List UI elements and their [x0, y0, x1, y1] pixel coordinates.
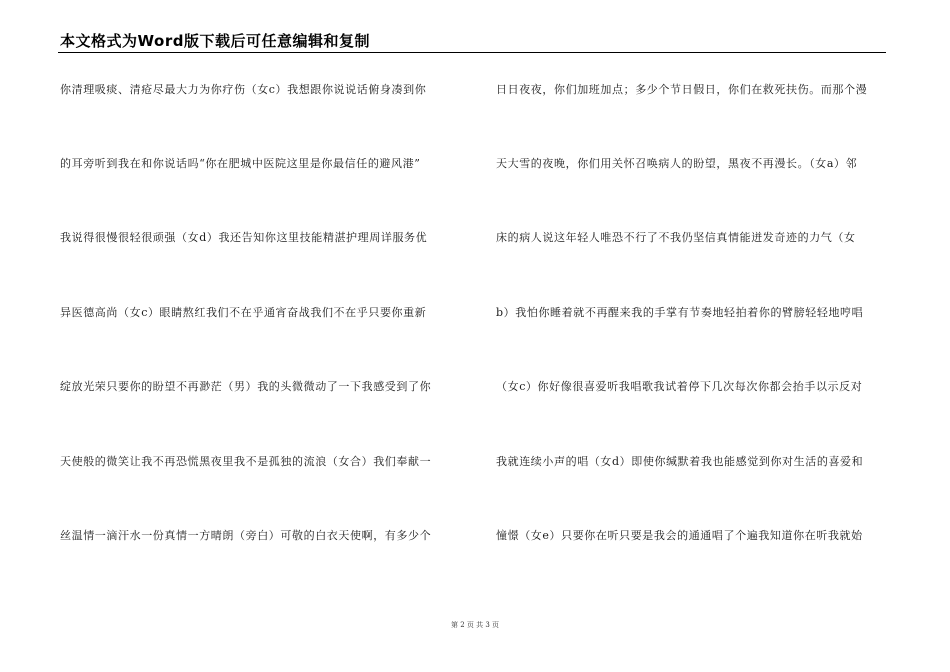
- text-line: 的耳旁听到我在和你说话吗“你在肥城中医院这里是你最信任的避风港”: [60, 157, 421, 170]
- text-line: 憧憬（女e）只要你在听只要是我会的通通唱了个遍我知道你在听我就始: [496, 529, 863, 542]
- text-line: 天使般的微笑让我不再恐慌黑夜里我不是孤独的流浪（女合）我们奉献一: [60, 455, 432, 468]
- text-line: 日日夜夜，你们加班加点；多少个节日假日，你们在救死扶伤。而那个漫: [496, 83, 868, 96]
- text-line: 我就连续小声的唱（女d）即使你缄默着我也能感觉到你对生活的喜爱和: [496, 455, 864, 468]
- text-line: 丝温情一滴汗水一份真情一方晴朗（旁白）可敬的白衣天使啊，有多少个: [60, 529, 432, 542]
- header-divider: [58, 52, 886, 53]
- text-line: b）我怕你睡着就不再醒来我的手掌有节奏地轻拍着你的臂膀轻轻地哼唱: [496, 306, 864, 319]
- text-line: （女c）你好像很喜爱听我唱歌我试着停下几次每次你都会抬手以示反对: [496, 380, 863, 393]
- text-line: 天大雪的夜晚，你们用关怀召唤病人的盼望，黑夜不再漫长。（女a）邻: [496, 157, 858, 170]
- text-line: 异医德高尚（女c）眼睛熬红我们不在乎通宵奋战我们不在乎只要你重新: [60, 306, 427, 319]
- document-header-title: 本文格式为Word版下载后可任意编辑和复制: [60, 32, 370, 50]
- page-number: 第 2 页 共 3 页: [450, 621, 500, 629]
- text-line: 床的病人说这年轻人唯恐不行了不我仍坚信真情能迸发奇迹的力气（女: [496, 231, 856, 244]
- text-line: 你清理吸痰、清疮尽最大力为你疗伤（女c）我想跟你说说话俯身凑到你: [60, 83, 427, 96]
- text-line: 绽放光荣只要你的盼望不再渺茫（男）我的头微微动了一下我感受到了你: [60, 380, 432, 393]
- text-line: 我说得很慢很轻很顽强（女d）我还告知你这里技能精湛护理周详服务优: [60, 231, 428, 244]
